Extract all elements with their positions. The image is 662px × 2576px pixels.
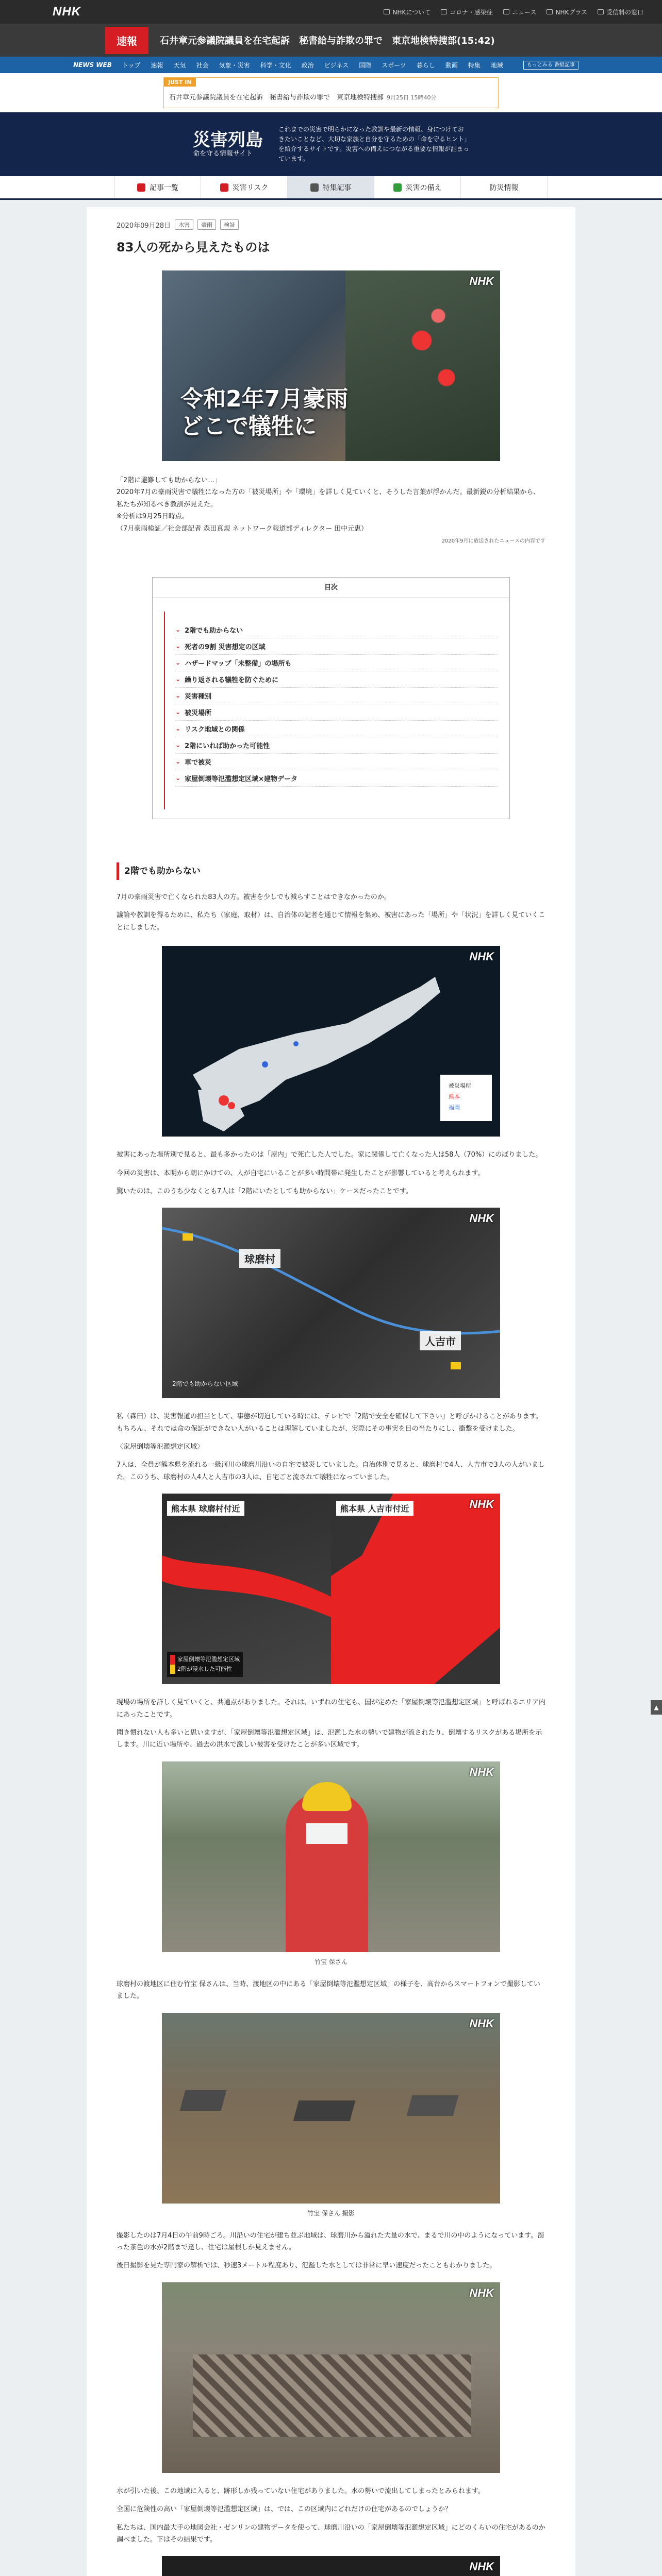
map-label: 熊本県 球磨村付近 <box>167 1501 244 1516</box>
mask-icon <box>306 1823 347 1844</box>
helmet-icon <box>302 1782 352 1811</box>
map-legend <box>449 1081 471 1113</box>
header-link-plus[interactable]: NHKプラス <box>547 8 587 16</box>
alert-strip <box>0 73 662 112</box>
toc-item[interactable]: ⌄ 被災場所 <box>175 704 498 721</box>
disaster-site-header <box>0 112 662 176</box>
nav-item[interactable]: 社会 <box>196 61 209 69</box>
lead-line: （7月豪雨検証／社会部記者 森田真規 ネットワーク報道部ディレクター 田中元恵） <box>117 524 368 533</box>
article-date: 2020年09月28日 <box>117 222 171 230</box>
nhk-watermark: NHK <box>469 1212 494 1225</box>
paragraph: 全国に危険性の高い「家屋倒壊等氾濫想定区域」は、では、この区域内にどれだけの住宅があるのでしょうか？ <box>117 2505 452 2514</box>
chevron-down-icon: ⌄ <box>175 659 181 667</box>
paragraph: 驚いたのは、このうち少なくとも7人は「2階にいたとしても助からない」ケースだったことです。 <box>117 1187 412 1195</box>
hero-image <box>162 270 500 461</box>
news-web-brand[interactable]: NEWS WEB <box>73 61 112 69</box>
toc-item[interactable]: ⌄ 死者の9割 災害想定の区域 <box>175 638 498 655</box>
breaking-tag: 速報 <box>105 27 148 54</box>
hero-caption: 令和2年7月豪雨 どこで犠牲に <box>180 386 349 440</box>
chevron-down-icon: ⌄ <box>175 774 181 782</box>
alert-text[interactable]: 石井章元参議院議員を在宅起訴 秘書給与詐欺の罪で 東京地検特捜部 <box>169 93 384 101</box>
nav-item[interactable]: 国際 <box>359 61 372 69</box>
paragraph: 水が引いた後、この地域に入ると、跡形しか残っていない住宅がありました。水の勢いで流出してしまったとみられます。 <box>117 2487 485 2495</box>
paragraph: 球磨村の渡地区に住む竹宝 保さんは、当時、渡地区の中にある「家屋倒壊等氾濫想定区域」の様子を、高台からスマートフォンで撮影していました。 <box>117 1980 540 2001</box>
person-figure <box>286 1792 368 1952</box>
tag-pill[interactable]: 検証 <box>220 219 239 230</box>
lead-line: 2020年7月の豪雨災害で犠牲になった方の「被災場所」や「環境」を詳しく見ていくと、そうした言葉が浮かんだ。最新鋭の分析結果から、私たちが知るべき教訓が見えた。 <box>117 488 540 509</box>
section-heading: 2階でも助からない <box>117 862 545 880</box>
debris-shape <box>193 2354 471 2437</box>
paragraph: 聞き慣れない人も多いと思いますが、「家屋倒壊等氾濫想定区域」は、氾濫した水の勢いで建物が流されたり、倒壊するリスクがある場所を示します。川に近い場所や、過去の洪水で激しい被害を受けたことが多い区域です。 <box>117 1729 542 1749</box>
paragraph: 今回の災害は、本明から朝にかけての、人が自宅にいることが多い時間帯に発生したことが影響していると考えられます。 <box>117 1169 485 1177</box>
breaking-message[interactable]: 石井章元参議院議員を在宅起訴 秘書給与詐欺の罪で 東京地検特捜部(15:42) <box>160 36 495 46</box>
back-to-top-button[interactable]: ▲ <box>651 1700 662 1715</box>
chevron-down-icon: ⌄ <box>175 675 181 683</box>
header-links <box>384 8 643 16</box>
paragraph: 後日撮影を見た専門家の解析では、秒速3メートル程度あり、氾濫した水としては非常に早い速度だったこともわかりました。 <box>117 2262 496 2270</box>
virus-icon <box>441 9 447 14</box>
lead-line: 「2階に避難しても助からない…」 <box>117 477 222 484</box>
news-icon <box>503 9 509 14</box>
legend-item: 2階が浸水した可能性 <box>170 1665 240 1674</box>
interview-photo <box>162 1761 500 1952</box>
nhk-watermark: NHK <box>469 2560 494 2573</box>
tag-pill[interactable]: 水害 <box>175 219 193 230</box>
toc-title: 目次 <box>153 578 509 598</box>
header-link-news[interactable]: ニュース <box>503 8 536 16</box>
hero-red-points <box>397 291 479 415</box>
nav-item[interactable]: 動画 <box>445 61 458 69</box>
nav-more-button[interactable]: もっとみる 番組記事 <box>523 61 578 70</box>
lead-note: 2020年9月に放送されたニュースの内容です <box>441 538 545 544</box>
nav-item[interactable]: 政治 <box>301 61 314 69</box>
zone-legend <box>167 1652 243 1677</box>
lead-line: ※分析は9月25日時点。 <box>117 513 189 521</box>
nhk-watermark: NHK <box>469 2016 494 2030</box>
chevron-down-icon: ⌄ <box>175 708 181 716</box>
japan-map-image <box>162 946 500 1137</box>
article-meta <box>117 219 545 230</box>
info-icon <box>384 9 390 14</box>
nav-item[interactable]: 天気 <box>173 61 186 69</box>
photo-caption: 竹宝 保さん <box>315 1958 347 1965</box>
paragraph: 〈家屋倒壊等氾濫想定区域〉 <box>117 1443 204 1451</box>
legend-item: 被災場所 <box>449 1082 471 1090</box>
paragraph: 私（森田）は、災害報道の担当として、事態が切迫している時には、テレビで『2階で安全を確保して下さい』と呼びかけることがあります。もちろん、それでは命の保証ができない人がいることは理解していましたが、実際にその事実を目の当たりにし、衝撃を受けました。 <box>117 1413 542 1433</box>
nav-item[interactable]: 地域 <box>490 61 503 69</box>
nav-item[interactable]: 特集 <box>468 61 481 69</box>
building-data-map <box>162 2556 500 2576</box>
toc-item[interactable]: ⌄ 車で被災 <box>175 754 498 770</box>
pen-icon <box>310 183 319 192</box>
legend-item: 熊本 <box>449 1093 460 1100</box>
paragraph: 私たちは、国内最大手の地図会社・ゼンリンの建物データを使って、球磨川沿いの「家屋倒壊等氾濫想定区域」にどのくらいの住宅があるのか調べました。下はその結果です。 <box>117 2523 545 2544</box>
toc-item[interactable]: ⌄ ハザードマップ「未整備」の場所も <box>175 655 498 671</box>
kuma-village-map <box>162 1494 331 1684</box>
tv-icon <box>547 9 553 14</box>
tab-info[interactable]: 防災情報 <box>461 176 548 198</box>
legend-item: 家屋倒壊等氾濫想定区域 <box>170 1655 240 1665</box>
table-of-contents <box>152 577 510 819</box>
paragraph: 現場の場所を詳しく見ていくと、共通点がありました。それは、いずれの住宅も、国が定めた「家屋倒壊等氾濫想定区域」と呼ばれるエリア内にあったことです。 <box>117 1699 546 1719</box>
article-title: 83人の死から見えたものは <box>117 240 270 255</box>
map-label: 球磨村 <box>239 1249 280 1268</box>
paragraph: 7人は、全員が熊本県を流れる一級河川の球磨川沿いの自宅で被災していました。自治体別で見ると、球磨村で4人、人吉市で3人の人がいました。このうち、球磨村の人4人と人吉市の3人は、自宅ごと流されて犠牲になっていました。 <box>117 1461 545 1481</box>
bag-icon <box>393 183 402 192</box>
just-in-alert[interactable] <box>163 77 499 108</box>
toc-item[interactable]: ⌄ リスク地域との関係 <box>175 721 498 737</box>
warning-icon <box>220 183 228 192</box>
site-tabs <box>0 176 662 200</box>
disaster-site-logo[interactable]: 災害列島 命を守る情報サイト <box>193 130 263 158</box>
legend-item: 福岡 <box>449 1104 460 1111</box>
toc-item[interactable]: ⌄ 家屋倒壊等氾濫想定区域×建物データ <box>175 770 498 787</box>
disaster-site-description: これまでの災害で明らかになった教訓や最新の情報、身につけておきたいことなど、大切な家族と自分を守るための「命を守るヒント」を紹介するサイトです。災害への備えにつながる重要な情報が詰まっています。 <box>278 125 469 163</box>
top-bar <box>0 0 662 24</box>
list-icon <box>137 183 145 192</box>
zone-svg <box>331 1494 500 1684</box>
toc-item[interactable]: ⌄ 2階にいれば助かった可能性 <box>175 737 498 754</box>
news-nav <box>0 57 662 73</box>
lead-text <box>117 474 545 546</box>
chevron-down-icon: ⌄ <box>175 626 181 634</box>
nav-item[interactable]: ビジネス <box>324 61 349 69</box>
kuma-river-map <box>162 1208 500 1398</box>
chevron-down-icon: ⌄ <box>175 692 181 700</box>
header-link-fee[interactable]: 受信料の窓口 <box>598 8 643 16</box>
disaster-site-subtitle: 命を守る情報サイト <box>193 149 253 158</box>
roof-shape <box>407 2095 459 2116</box>
header-link-corona[interactable]: コロナ・感染症 <box>441 8 493 16</box>
paragraph: 7月の豪雨災害で亡くなられた83人の方。被害を少しでも減らすことはできなかったのか。 <box>117 893 391 901</box>
chevron-down-icon: ⌄ <box>175 758 181 766</box>
toc-item[interactable]: ⌄ 災害種別 <box>175 688 498 704</box>
map-caption: 2階でも助からない区域 <box>172 1380 238 1388</box>
tab-feature[interactable]: 特集記事 <box>288 176 374 198</box>
nav-item[interactable]: スポーツ <box>382 61 406 69</box>
nav-item[interactable]: 速報 <box>151 61 163 69</box>
tab-disaster-risk[interactable]: 災害リスク <box>201 176 288 198</box>
map-label: 熊本県 人吉市付近 <box>336 1501 413 1516</box>
chevron-down-icon: ⌄ <box>175 725 181 733</box>
nhk-watermark: NHK <box>469 1765 494 1778</box>
roof-shape <box>293 2100 356 2121</box>
nhk-logo[interactable]: NHK <box>53 5 81 19</box>
nav-item[interactable]: 気象・災害 <box>219 61 250 69</box>
toc-item[interactable]: ⌄ 繰り返される犠牲を防ぐために <box>175 671 498 688</box>
nhk-watermark: NHK <box>469 275 494 287</box>
zone-maps <box>162 1494 500 1684</box>
flood-photo <box>162 2013 500 2204</box>
article-card <box>87 207 575 2576</box>
nav-item[interactable]: トップ <box>122 61 141 69</box>
nhk-watermark: NHK <box>469 950 494 963</box>
nav-item[interactable]: 科学・文化 <box>260 61 291 69</box>
building-map-svg <box>162 2556 500 2576</box>
roof-shape <box>180 2090 227 2111</box>
paragraph: 議論や教訓を得るために、私たち（家庭、取材）は、自治体の記者を通じて情報を集め、被害にあった「場所」や「状況」を詳しく見ていくことにしました。 <box>117 911 545 931</box>
tab-article-list[interactable]: 記事一覧 <box>114 176 201 198</box>
paragraph: 撮影したのは7月4日の午前9時ごろ。川沿いの住宅が建ち並ぶ地域は、球磨川から溢れた大量の水で、まるで川の中のようになっています。濁った茶色の水が2階まで達し、住宅は屋根しか見えません。 <box>117 2231 544 2251</box>
river-map-svg <box>162 1208 500 1398</box>
chevron-down-icon: ⌄ <box>175 741 181 749</box>
chevron-down-icon: ⌄ <box>175 642 181 650</box>
debris-photo <box>162 2282 500 2473</box>
photo-caption: 竹宝 保さん 撮影 <box>307 2209 355 2217</box>
toc-item[interactable]: ⌄ 2階でも助からない <box>175 622 498 638</box>
header-link-about[interactable]: NHKについて <box>384 8 431 16</box>
document-icon <box>598 9 604 14</box>
tab-preparation[interactable]: 災害の備え <box>374 176 461 198</box>
nhk-watermark: NHK <box>469 2286 494 2299</box>
alert-time: 9月25日 15時40分 <box>387 94 437 101</box>
just-in-badge: JUST IN <box>164 78 196 87</box>
map-label: 人吉市 <box>420 1331 461 1350</box>
breaking-news-bar[interactable] <box>0 24 662 57</box>
nav-item[interactable]: 暮らし <box>416 61 435 69</box>
tag-pill[interactable]: 豪雨 <box>197 219 216 230</box>
paragraph: 被害にあった場所別で見ると、最も多かったのは「屋内」で死亡した人でした。家に関係して亡くなった人は58人（70%）にのぼりました。 <box>117 1151 542 1159</box>
nhk-watermark: NHK <box>469 1498 494 1511</box>
hitoyoshi-map <box>331 1494 500 1684</box>
